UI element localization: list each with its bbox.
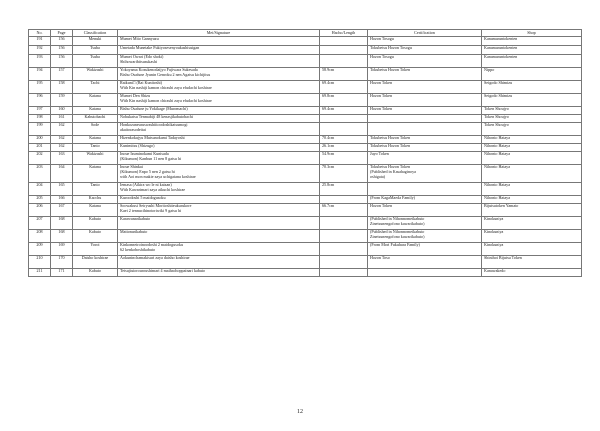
cell-signature [118, 37, 320, 46]
cell-no: 211 [29, 269, 51, 277]
cell-classification: Wakizashi [73, 152, 118, 165]
cell-signature [118, 68, 320, 81]
cell-no: 210 [29, 256, 51, 269]
signature-line: Kunimitsu (Shizugo) [120, 143, 155, 148]
header-length: Hacho/Length [320, 30, 368, 37]
signature-line: Kinkonneiroinoodoshi 2 maidogusoku [120, 242, 183, 247]
table-row [29, 256, 582, 269]
cell-length [320, 269, 368, 277]
cell-certification [368, 269, 482, 277]
cell-page: 171 [51, 269, 73, 277]
signature-line: Inoue Shinkai [120, 164, 143, 169]
cell-length [320, 256, 368, 269]
cell-certification [368, 217, 482, 230]
cell-no: 200 [29, 136, 51, 144]
cell-certification [368, 107, 482, 115]
cell-signature [118, 94, 320, 107]
cell-shop: Nippo [482, 68, 582, 81]
cell-shop: Kinokuniya [482, 217, 582, 230]
signature-line: 62 kenkoboshikabuto [120, 246, 156, 252]
table-row [29, 196, 582, 204]
cell-shop: Kanawakedo [482, 269, 582, 277]
cell-classification: Katana [73, 107, 118, 115]
cell-page: 161 [51, 115, 73, 123]
cell-page: 158 [51, 81, 73, 94]
cell-classification: Kacchu [73, 196, 118, 204]
cell-no: 197 [29, 107, 51, 115]
cell-length [320, 230, 368, 243]
cell-no: 207 [29, 217, 51, 230]
cell-certification [368, 123, 482, 136]
cell-classification: Tsuba [73, 46, 118, 55]
cell-shop: Kinokuniya [482, 230, 582, 243]
cell-length: 70.3cm [320, 165, 368, 183]
signature-line: Mattonarikabuto [120, 229, 148, 234]
cell-length: 25.8cm [320, 183, 368, 196]
cell-no: 192 [29, 46, 51, 55]
cell-page: 169 [51, 243, 73, 256]
page-number: 12 [297, 409, 303, 415]
signature-line: Mumei Owari (Edo shoki) [120, 54, 164, 59]
cell-shop: Kanamaruntokenten [482, 46, 582, 55]
cell-length: 69.4cm [320, 81, 368, 94]
certification-line: Tokubetsu Hozon Token [370, 67, 411, 72]
cell-signature [118, 144, 320, 152]
cell-no: 193 [29, 55, 51, 68]
cell-certification [368, 196, 482, 204]
cell-classification: Kabuto [73, 217, 118, 230]
table-row [29, 136, 582, 144]
cell-classification: Tsuba [73, 55, 118, 68]
cell-shop: Nihonto Hataya [482, 196, 582, 204]
cell-shop: Token Shoujyo [482, 115, 582, 123]
cell-certification [368, 55, 482, 68]
cell-page: 162 [51, 144, 73, 152]
cell-signature [118, 46, 320, 55]
cell-signature [118, 152, 320, 165]
signature-line: Karawanarikabuto [120, 216, 151, 221]
cell-signature [118, 123, 320, 136]
cell-certification [368, 81, 482, 94]
cell-shop: Nihonto Hataya [482, 144, 582, 152]
cell-no: 204 [29, 183, 51, 196]
cell-length [320, 46, 368, 55]
signature-line: Raikuni□ (Rai Kunitoshi) [120, 80, 163, 85]
header-classification: Classification [73, 30, 118, 37]
table-body [29, 37, 582, 277]
signature-line: Soowakusi Seiryushi Moritoshiteukurukore [120, 203, 192, 208]
cell-certification [368, 136, 482, 144]
signature-line: With Kin nashiji kamon chirashi zaya efudachi koshirae [120, 84, 212, 90]
cell-shop: Shinihoi Bijutsu Token [482, 256, 582, 269]
cell-classification: Wakizashi [73, 68, 118, 81]
cell-no: 195 [29, 81, 51, 94]
cell-signature [118, 183, 320, 196]
signature-line: Iemasa (Aikira wo le ni kaizan) [120, 182, 172, 187]
cell-shop: Kanamaruntokenten [482, 37, 582, 46]
cell-certification [368, 183, 482, 196]
cell-length [320, 217, 368, 230]
certification-line: Hozon Token [370, 203, 393, 208]
cell-shop: Seigodo Shimizu [482, 81, 582, 94]
cell-no: 202 [29, 152, 51, 165]
cell-certification [368, 144, 482, 152]
cell-no: 191 [29, 37, 51, 46]
cell-no: 201 [29, 144, 51, 152]
cell-length [320, 37, 368, 46]
cell-length: 54.9cm [320, 152, 368, 165]
cell-classification: Katana [73, 204, 118, 217]
header-signature: Mei/Signature [118, 30, 320, 37]
cell-length: 58.9cm [320, 68, 368, 81]
cell-classification: Menuki [73, 37, 118, 46]
cell-page: 156 [51, 55, 73, 68]
cell-shop: Nihonto Hataya [482, 152, 582, 165]
cell-classification: Katana [73, 165, 118, 183]
certification-line: Hozon Tosogu [370, 54, 394, 59]
cell-no: 206 [29, 204, 51, 217]
cell-signature [118, 217, 320, 230]
table-row [29, 144, 582, 152]
cell-signature [118, 165, 320, 183]
certification-line: Juyo Token [370, 151, 389, 156]
cell-classification: Katana [73, 136, 118, 144]
cell-signature [118, 269, 320, 277]
table-row [29, 217, 582, 230]
cell-no: 205 [29, 196, 51, 204]
cell-classification: Sode [73, 123, 118, 136]
signature-line: Shihowaribitsusukashi [120, 58, 158, 64]
cell-certification [368, 204, 482, 217]
certification-line: Tokubetsu Hozon Tosogu [370, 45, 412, 50]
signature-line: Kaei 2 tennucihinotoriwiki 9 gatsu hi [120, 207, 182, 213]
signature-line: Bishu Osafune Jyunin Genroku 2 nen Agatsu kichijitsu [120, 71, 211, 77]
table-row [29, 123, 582, 136]
cell-certification [368, 230, 482, 243]
table-row [29, 68, 582, 81]
cell-length: 66.7cm [320, 204, 368, 217]
cell-classification: Kabuto [73, 230, 118, 243]
header-no: No. [29, 30, 51, 37]
table-row [29, 81, 582, 94]
cell-signature [118, 230, 320, 243]
cell-classification: Tachi [73, 81, 118, 94]
table-row [29, 243, 582, 256]
cell-signature [118, 204, 320, 217]
certification-line: oshigata) [370, 173, 386, 179]
cell-page: 164 [51, 165, 73, 183]
cell-page: 165 [51, 183, 73, 196]
cell-signature [118, 136, 320, 144]
cell-shop: Token Shoujyo [482, 123, 582, 136]
header-shop: Shop [482, 30, 582, 37]
certification-line: Tokubetsu Hozon Token [370, 143, 411, 148]
cell-page: 157 [51, 68, 73, 81]
header-page: Page [51, 30, 73, 37]
signature-line: Inoue Izuminokami Kunisada [120, 151, 169, 156]
cell-signature [118, 256, 320, 269]
catalog-table [28, 29, 582, 277]
cell-no: 194 [29, 68, 51, 81]
signature-line: With Kawarimari zaya aikuchi koshirae [120, 186, 186, 192]
table-row [29, 107, 582, 115]
certification-line: Tokubetsu Hozon Token [370, 135, 411, 140]
cell-classification: Daisho koshirae [73, 256, 118, 269]
signature-line: akaitorasodeitai [120, 126, 146, 132]
cell-shop: Token Shoujyo [482, 107, 582, 115]
cell-classification: Yoroi [73, 243, 118, 256]
cell-signature [118, 81, 320, 94]
cell-length [320, 115, 368, 123]
table-row [29, 269, 582, 277]
cell-shop: Nihonto Hataya [482, 136, 582, 144]
cell-classification: Kabutobachi [73, 115, 118, 123]
signature-line: Mumei Den Shizu [120, 93, 151, 98]
cell-signature [118, 243, 320, 256]
cell-page: 163 [51, 152, 73, 165]
cell-certification [368, 243, 482, 256]
cell-page: 156 [51, 37, 73, 46]
signature-line: Yokoyama Kozukenodaijyo Fujiwara Sukesada [120, 67, 198, 72]
signature-line: (Kikumon) Kanbun 11 nen 8 gatsu hi [120, 155, 182, 161]
signature-line: Mumei Mito Gannyuzu [120, 36, 159, 41]
cell-shop: Kanamaruntokenten [482, 55, 582, 68]
signature-line: Umetada Munetake Fukiyosesenyoukashisuigan [120, 45, 200, 50]
signature-line: Nobukatsu Tenmabiji 48 kenasjikabutobachi [120, 114, 193, 119]
certification-line: Hozon Token [370, 106, 393, 111]
table-row [29, 165, 582, 183]
signature-line: with Aoi mon makie zaya uchigatana koshirae [120, 173, 196, 179]
cell-shop: Nihonto Hataya [482, 165, 582, 183]
cell-page: 162 [51, 123, 73, 136]
cell-length [320, 243, 368, 256]
certification-line: Hozon Token [370, 80, 393, 85]
cell-length [320, 123, 368, 136]
cell-classification: Tanto [73, 183, 118, 196]
cell-no: 196 [29, 94, 51, 107]
certification-line: Zinetsunengofono kawarikabuto) [370, 220, 425, 226]
table-row [29, 115, 582, 123]
table-row [29, 183, 582, 196]
table-row [29, 204, 582, 217]
cell-signature [118, 196, 320, 204]
cell-page: 166 [51, 196, 73, 204]
cell-certification [368, 152, 482, 165]
header-certification: Certification [368, 30, 482, 37]
cell-length: 69.4cm [320, 107, 368, 115]
signature-line: Hizenkokujyu Mutsunokami Tadayoshi [120, 135, 185, 140]
cell-page: 170 [51, 256, 73, 269]
table-row [29, 94, 582, 107]
table-row [29, 37, 582, 46]
cell-page: 160 [51, 107, 73, 115]
cell-page: 167 [51, 204, 73, 217]
certification-line: Hozon Tosogu [370, 36, 394, 41]
cell-certification [368, 165, 482, 183]
signature-line: With Kin nashiji kamon chirashi zaya efudachi koshirae [120, 97, 212, 103]
cell-classification: Tanto [73, 144, 118, 152]
signature-line: (Kikumon) Enpo 5 nen 2 gatsu hi [120, 168, 175, 174]
cell-length [320, 55, 368, 68]
cell-no: 199 [29, 123, 51, 136]
cell-page: 168 [51, 230, 73, 243]
certification-line: Hozon Token [370, 93, 393, 98]
certification-line: (Published in Nihonnomeikabuto [370, 216, 425, 221]
cell-length: 69.8cm [320, 94, 368, 107]
certification-line: Tokubetsu Hozon Token [370, 164, 411, 169]
cell-page: 156 [51, 46, 73, 55]
cell-page: 159 [51, 94, 73, 107]
cell-certification [368, 256, 482, 269]
signature-line: Honkozaneuruswashiitoodoshikatsumogi [120, 122, 188, 127]
cell-certification [368, 46, 482, 55]
certification-line: (From KagaMaeda Family) [370, 195, 416, 200]
cell-shop: Seigodo Shimizu [482, 94, 582, 107]
table-row [29, 46, 582, 55]
cell-page: 162 [51, 136, 73, 144]
cell-no: 208 [29, 230, 51, 243]
table-row [29, 55, 582, 68]
cell-shop: Kinokuniya [482, 243, 582, 256]
cell-certification [368, 37, 482, 46]
cell-shop: Nihonto Hataya [482, 183, 582, 196]
certification-line: (Published in Kasahaginoya [370, 168, 416, 174]
cell-shop: Bijutsutoken Yamato [482, 204, 582, 217]
cell-no: 209 [29, 243, 51, 256]
cell-length [320, 196, 368, 204]
cell-length: 70.4cm [320, 136, 368, 144]
cell-signature [118, 115, 320, 123]
cell-no: 203 [29, 165, 51, 183]
cell-signature [118, 55, 320, 68]
cell-certification [368, 94, 482, 107]
certification-line: Zinetsunengofono kawarikabuto) [370, 233, 425, 239]
certification-line: Hozon Toso [370, 255, 390, 260]
table-row [29, 152, 582, 165]
cell-no: 198 [29, 115, 51, 123]
table-row [29, 230, 582, 243]
cell-signature [118, 107, 320, 115]
certification-line: (Published in Nihonnomeikabuto [370, 229, 425, 234]
certification-line: (From Mori Fukuhara Family) [370, 242, 420, 247]
cell-certification [368, 68, 482, 81]
signature-line: Bishu Osafune ju Yokikage (Muromachi) [120, 106, 188, 111]
cell-page: 168 [51, 217, 73, 230]
cell-classification: Katana [73, 94, 118, 107]
cell-classification: Kabuto [73, 269, 118, 277]
cell-certification [368, 115, 482, 123]
cell-length: 26.1cm [320, 144, 368, 152]
signature-line: Aokuninchamakisuri zaya daisho koshirae [120, 255, 190, 260]
signature-line: Tetsujiuiorouroushimari 4 maihachoppainari kabuto [120, 268, 206, 273]
signature-line: Kuroodoshi 5 maidogusoku [120, 195, 166, 200]
table-header-row [29, 30, 582, 37]
